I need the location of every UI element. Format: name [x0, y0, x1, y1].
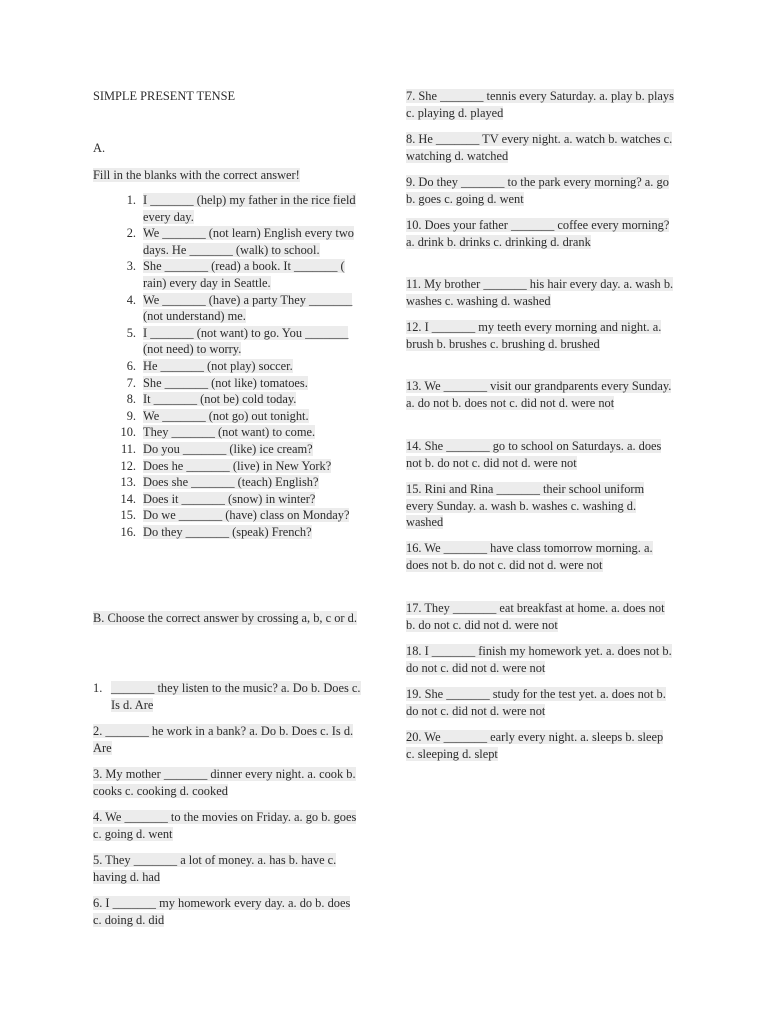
item-text: _______ they listen to the music? a. Do b. Does c. Is d. Are [111, 681, 361, 712]
item-text: 12. I _______ my teeth every morning and night. a. brush b. brushes c. brushing d. brushed [406, 320, 662, 351]
item-number: 4. [126, 292, 136, 307]
item-text: She _______ (not like) tomatoes. [143, 375, 308, 390]
section-a-instruction [93, 167, 363, 184]
list-item [93, 391, 365, 408]
item-text: We _______ (not learn) English every two days. He _______ (walk) to school. [143, 226, 354, 257]
list-item [93, 408, 365, 425]
item-text: 8. He _______ TV every night. a. watch b. watches c. watching d. watched [406, 132, 673, 163]
list-item [93, 524, 365, 541]
list-item [93, 192, 365, 225]
item-text: We _______ (have) a party They _______ (not understand) me. [143, 292, 353, 324]
question-item [406, 217, 674, 250]
section-b-instruction [93, 610, 363, 627]
question-item [406, 378, 674, 411]
item-text: 3. My mother _______ dinner every night. a. cook b. cooks c. cooking d. cooked [93, 767, 356, 798]
question-item [406, 174, 674, 207]
question-item [406, 131, 674, 164]
item-number: 1. [126, 193, 136, 207]
question-item [93, 852, 361, 885]
question-item [406, 643, 674, 676]
item-number: 11. [120, 441, 136, 456]
item-number: 12. [120, 458, 136, 473]
item-number: 14. [120, 491, 136, 506]
question-item [406, 88, 674, 121]
item-text: 13. We _______ visit our grandparents every Sunday. a. do not b. does not c. did not d. were not [406, 379, 672, 410]
item-number: 10. [120, 425, 136, 440]
item-text: 9. Do they _______ to the park every morning? a. go b. goes c. going d. went [406, 175, 669, 206]
item-text: Do you _______ (like) ice cream? [143, 441, 313, 456]
list-item [93, 258, 365, 291]
list-item [93, 325, 365, 358]
question-item [406, 540, 674, 573]
item-text: 18. I _______ finish my homework yet. a. does not b. do not c. did not d. were not [406, 644, 672, 675]
item-text: She _______ (read) a book. It _______ ( rain) every day in Seattle. [143, 259, 345, 290]
item-text: 4. We _______ to the movies on Friday. a. go b. goes c. going d. went [93, 810, 357, 841]
section-b-instruction-text: B. Choose the correct answer by crossing a, b, c or d. [93, 611, 357, 625]
list-item [93, 491, 365, 508]
section-a-instruction-text: Fill in the blanks with the correct answer! [93, 168, 300, 182]
list-item [93, 424, 365, 441]
item-text: 14. She _______ go to school on Saturdays. a. does not b. do not c. did not d. were not [406, 439, 662, 470]
section-a-heading: A. [93, 141, 106, 155]
item-text: 7. She _______ tennis every Saturday. a. play b. plays c. playing d. played [406, 89, 674, 120]
item-number: 15. [120, 508, 136, 523]
list-item [93, 441, 365, 458]
item-text: They _______ (not want) to come. [143, 425, 316, 440]
question-item [406, 729, 674, 762]
item-text: It _______ (not be) cold today. [143, 392, 297, 407]
item-text: 10. Does your father _______ coffee every morning? a. drink b. drinks c. drinking d. drank [406, 218, 670, 249]
question-item [93, 766, 361, 799]
question-item [93, 723, 361, 756]
item-text: 20. We _______ early every night. a. sleeps b. sleep c. sleeping d. slept [406, 730, 664, 761]
list-item [93, 474, 365, 491]
question-item [406, 276, 674, 309]
item-number: 5. [126, 325, 136, 340]
item-number: 8. [126, 392, 136, 407]
section-a-list [93, 192, 365, 540]
item-text: 2. _______ he work in a bank? a. Do b. Does c. Is d. Are [93, 724, 354, 755]
question-item [406, 319, 674, 352]
item-text: Do they _______ (speak) French? [143, 524, 312, 539]
item-number: 16. [120, 524, 136, 539]
list-item [93, 375, 365, 392]
item-number: 9. [126, 408, 136, 423]
question-item [93, 809, 361, 842]
list-item [93, 225, 365, 258]
list-item [93, 458, 365, 475]
item-number: 2. [126, 226, 136, 241]
item-number: 6. [126, 358, 136, 373]
item-text: Do we _______ (have) class on Monday? [143, 508, 350, 523]
item-text: 6. I _______ my homework every day. a. do b. does c. doing d. did [93, 896, 351, 927]
question-item [406, 438, 674, 471]
item-number: 13. [120, 475, 136, 490]
item-number: 7. [126, 375, 136, 390]
item-text: Does he _______ (live) in New York? [143, 458, 332, 473]
question-item [93, 680, 363, 713]
question-item [406, 600, 674, 633]
item-text: 16. We _______ have class tomorrow morning. a. does not b. do not c. did not d. were not [406, 541, 653, 572]
item-text: 17. They _______ eat breakfast at home. a. does not b. do not c. did not d. were not [406, 601, 665, 632]
item-text: I _______ (help) my father in the rice field every day. [143, 193, 356, 224]
list-item [93, 507, 365, 524]
worksheet-title: SIMPLE PRESENT TENSE [93, 89, 236, 103]
item-text: I _______ (not want) to go. You _______ (not need) to worry. [143, 325, 349, 357]
question-item [406, 481, 674, 531]
list-item [93, 292, 365, 325]
item-text: 11. My brother _______ his hair every day. a. wash b. washes c. washing d. washed [406, 277, 674, 308]
item-text: 15. Rini and Rina _______ their school uniform every Sunday. a. wash b. washes c. washing d. washed [406, 482, 645, 530]
item-number: 3. [126, 259, 136, 274]
question-item [406, 686, 674, 719]
item-text: We _______ (not go) out tonight. [143, 408, 309, 423]
item-text: He _______ (not play) soccer. [143, 358, 293, 373]
item-text: 19. She _______ study for the test yet. a. does not b. do not c. did not d. were not [406, 687, 666, 718]
item-text: 5. They _______ a lot of money. a. has b. have c. having d. had [93, 853, 337, 884]
list-item [93, 358, 365, 375]
item-number: 1. [93, 681, 103, 695]
item-text: Does it _______ (snow) in winter? [143, 491, 316, 506]
item-text: Does she _______ (teach) English? [143, 475, 319, 490]
question-item [93, 895, 361, 928]
